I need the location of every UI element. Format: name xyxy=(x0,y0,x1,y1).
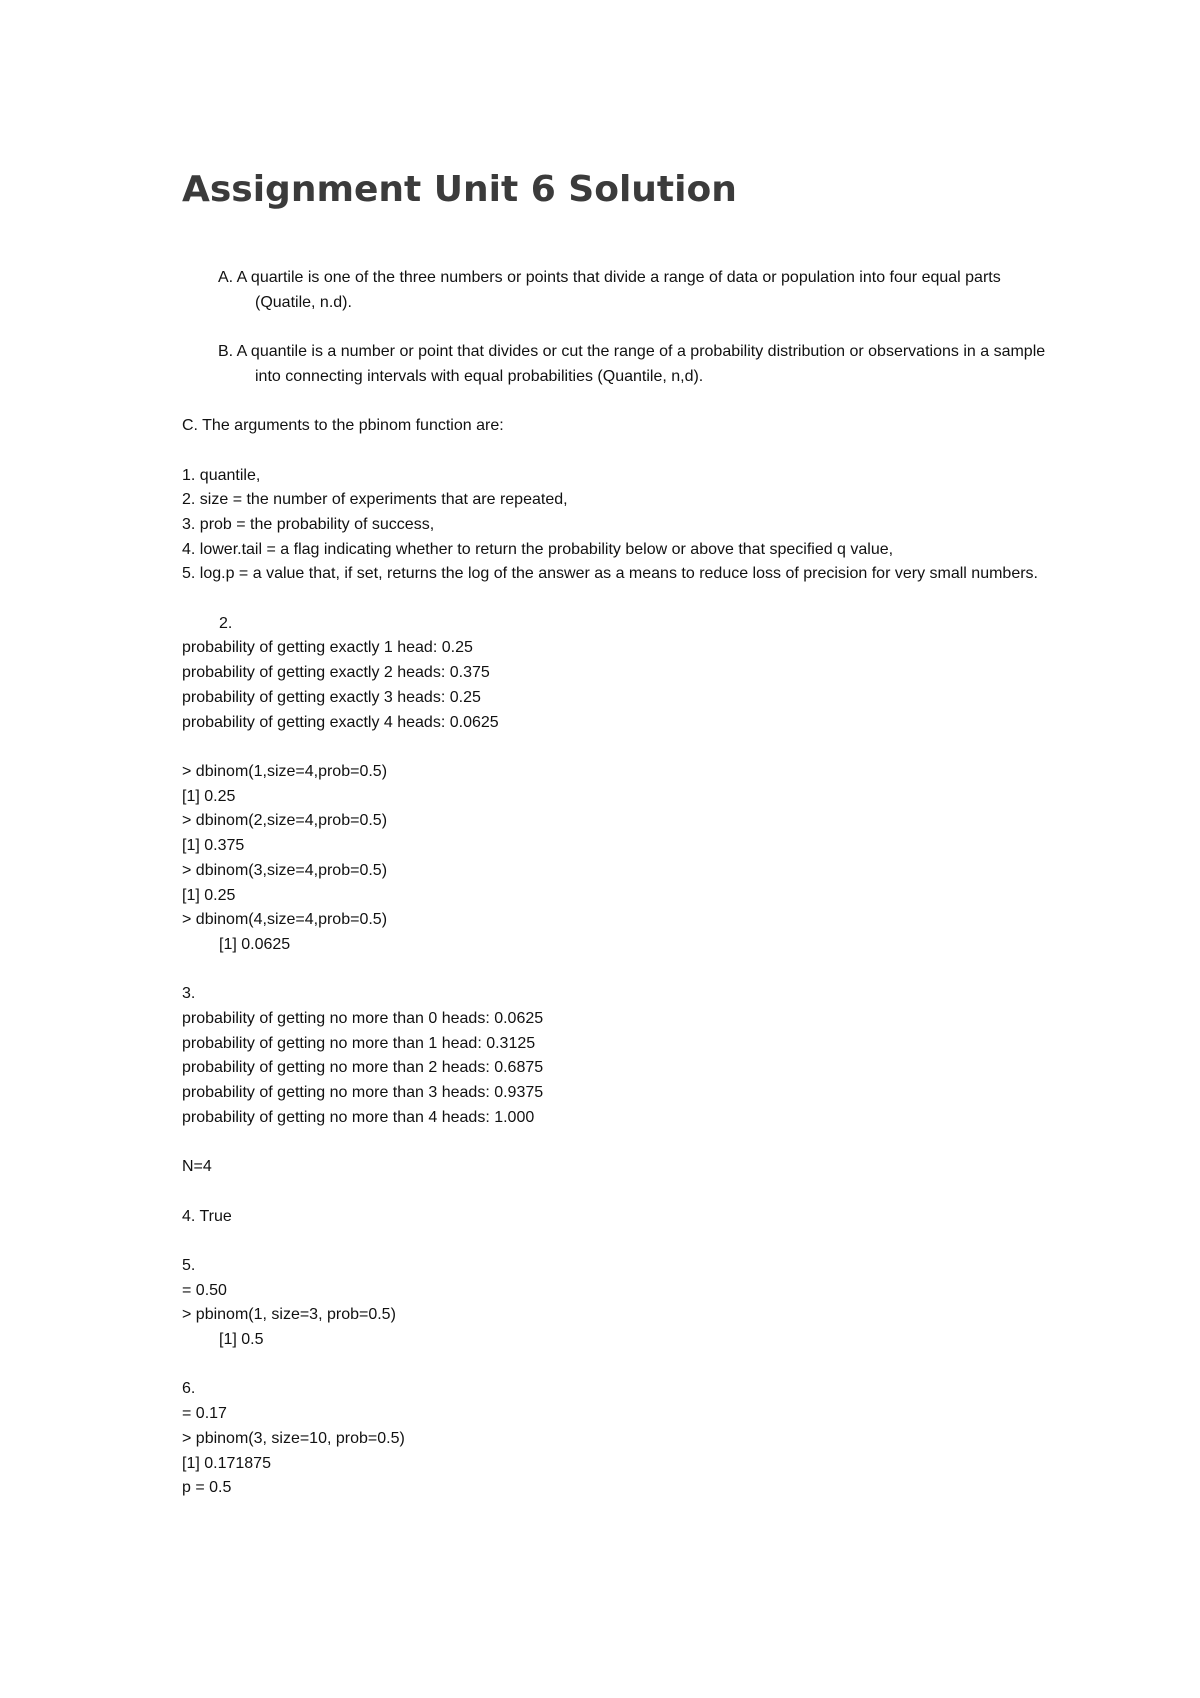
page-title: Assignment Unit 6 Solution xyxy=(182,169,737,210)
item-c-intro: C. The arguments to the pbinom function are: xyxy=(182,417,504,435)
argument-item: 2. size = the number of experiments that are repeated, xyxy=(182,491,568,509)
r-code-line: > pbinom(3, size=10, prob=0.5) xyxy=(182,1429,405,1447)
r-code-line: > pbinom(1, size=3, prob=0.5) xyxy=(182,1306,396,1324)
argument-item: 5. log.p = a value that, if set, returns the log of the answer as a means to reduce loss of precision for very small numbers. xyxy=(182,565,1038,583)
question-6-label: 6. xyxy=(182,1380,196,1398)
spacer xyxy=(182,958,1062,983)
r-output-line: [1] 0.171875 xyxy=(182,1454,271,1472)
r-output-line: [1] 0.375 xyxy=(182,837,245,855)
question-6-value: = 0.17 xyxy=(182,1405,227,1423)
spacer xyxy=(182,315,1062,340)
argument-item: 4. lower.tail = a flag indicating whether to return the probability below or above that specified q value, xyxy=(182,540,894,558)
question-2-answer-line: probability of getting exactly 3 heads: 0.25 xyxy=(182,688,481,706)
spacer xyxy=(182,390,1062,415)
question-3-answer-line: probability of getting no more than 0 heads: 0.0625 xyxy=(182,1010,544,1027)
argument-item: 3. prob = the probability of success, xyxy=(182,515,435,533)
item-a-definition: A. A quartile is one of the three numbers or points that divide a range of data or population into four equal parts (Quatile, n.d). xyxy=(218,269,1001,311)
question-3-answer-line: probability of getting no more than 3 heads: 0.9375 xyxy=(182,1084,544,1102)
r-code-line: > dbinom(4,size=4,prob=0.5) xyxy=(182,911,388,929)
r-output-line: [1] 0.5 xyxy=(219,1331,264,1349)
item-b-definition: B. A quantile is a number or point that divides or cut the range of a probability distribution or observations in a sample into connecting intervals with equal probabilities (Quantile, n,d). xyxy=(218,343,1046,385)
r-output-line: [1] 0.25 xyxy=(182,886,236,904)
question-2-answer-line: probability of getting exactly 4 heads: 0.0625 xyxy=(182,713,499,731)
question-3-answer-line: probability of getting no more than 1 head: 0.3125 xyxy=(182,1034,536,1052)
question-2-answer-line: probability of getting exactly 1 head: 0.25 xyxy=(182,639,473,657)
spacer xyxy=(182,587,1062,612)
r-output-line: [1] 0.0625 xyxy=(219,935,291,953)
question-2-answer-line: probability of getting exactly 2 heads: 0.375 xyxy=(182,664,490,682)
question-5-value: = 0.50 xyxy=(182,1281,227,1299)
r-output-line: [1] 0.25 xyxy=(182,787,236,805)
spacer xyxy=(182,1229,1062,1254)
spacer xyxy=(182,735,1062,760)
argument-item: 1. quantile, xyxy=(182,466,261,484)
question-3-answer-line: probability of getting no more than 2 heads: 0.6875 xyxy=(182,1059,544,1077)
document-body xyxy=(182,266,1062,1501)
question-2-label: 2. xyxy=(219,614,233,632)
p-value: p = 0.5 xyxy=(182,1479,232,1497)
spacer xyxy=(182,1180,1062,1205)
question-3-answer-line: probability of getting no more than 4 heads: 1.000 xyxy=(182,1108,535,1126)
n-value: N=4 xyxy=(182,1158,212,1176)
r-code-line: > dbinom(2,size=4,prob=0.5) xyxy=(182,812,388,830)
r-code-line: > dbinom(1,size=4,prob=0.5) xyxy=(182,762,388,780)
question-5-label: 5. xyxy=(182,1256,196,1274)
question-4-answer: 4. True xyxy=(182,1207,232,1225)
r-code-line: > dbinom(3,size=4,prob=0.5) xyxy=(182,861,388,879)
spacer xyxy=(182,439,1062,464)
spacer xyxy=(182,1131,1062,1156)
spacer xyxy=(182,1353,1062,1378)
question-3-label: 3. xyxy=(182,985,196,1003)
